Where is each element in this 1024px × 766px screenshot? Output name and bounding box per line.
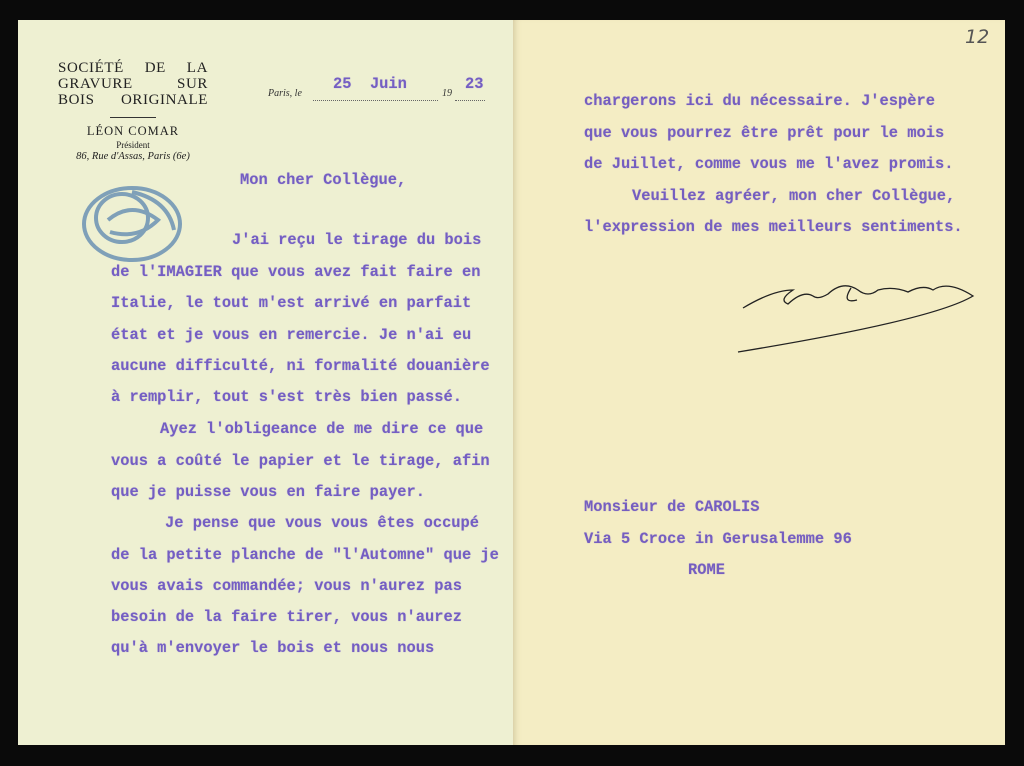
body-line: J'ai reçu le tirage du bois [232, 231, 482, 249]
letter-page-right [513, 20, 1005, 745]
body-line: vous avais commandée; vous n'aurez pas [111, 577, 462, 595]
typed-year: 23 [465, 75, 484, 93]
recipient-line: Monsieur de CAROLIS [584, 498, 760, 516]
society-line: GRAVURE SUR [58, 76, 208, 92]
society-line: BOIS ORIGINALE [58, 92, 208, 108]
body-line: besoin de la faire tirer, vous n'aurez [111, 608, 462, 626]
society-line: SOCIÉTÉ DE LA [58, 60, 208, 76]
letterhead-society [58, 60, 208, 108]
body-line: de Juillet, comme vous me l'avez promis. [584, 155, 954, 173]
year-prefix: 19 [442, 88, 452, 99]
date-line [313, 100, 438, 101]
body-line: de la petite planche de "l'Automne" que je [111, 546, 499, 564]
year-line [455, 100, 485, 101]
letter-page-left [18, 20, 513, 745]
body-line: de l'IMAGIER que vous avez fait faire en [111, 263, 481, 281]
president-name: LÉON COMAR [86, 124, 180, 138]
body-line: qu'à m'envoyer le bois et nous nous [111, 639, 435, 657]
body-line: vous a coûté le papier et le tirage, afin [111, 452, 490, 470]
body-line: Italie, le tout m'est arrivé en parfait [111, 294, 472, 312]
body-line: Ayez l'obligeance de me dire ce que [160, 420, 484, 438]
body-line: état et je vous en remercie. Je n'ai eu [111, 326, 472, 344]
body-line: chargerons ici du nécessaire. J'espère [584, 92, 935, 110]
body-line: Je pense que vous vous êtes occupé [165, 514, 480, 532]
president-title: Président [116, 140, 150, 150]
body-line: à remplir, tout s'est très bien passé. [111, 388, 462, 406]
handwritten-signature [733, 260, 983, 360]
page-number: 12 [965, 26, 990, 48]
letterhead-address: 86, Rue d'Assas, Paris (6e) [76, 151, 190, 162]
body-line: que vous pourrez être prêt pour le mois [584, 124, 945, 142]
body-line: l'expression de mes meilleurs sentiments. [584, 218, 963, 236]
salutation: Mon cher Collègue, [240, 171, 407, 189]
letterhead-divider [110, 117, 156, 118]
recipient-line: Via 5 Croce in Gerusalemme 96 [584, 530, 852, 548]
body-line: Veuillez agréer, mon cher Collègue, [632, 187, 956, 205]
typed-date: 25 Juin [333, 75, 407, 93]
recipient-line: ROME [688, 561, 725, 579]
body-line: aucune difficulté, ni formalité douanière [111, 357, 490, 375]
monogram-logo-icon [78, 180, 186, 268]
place-label: Paris, le [268, 88, 302, 99]
body-line: que je puisse vous en faire payer. [111, 483, 426, 501]
